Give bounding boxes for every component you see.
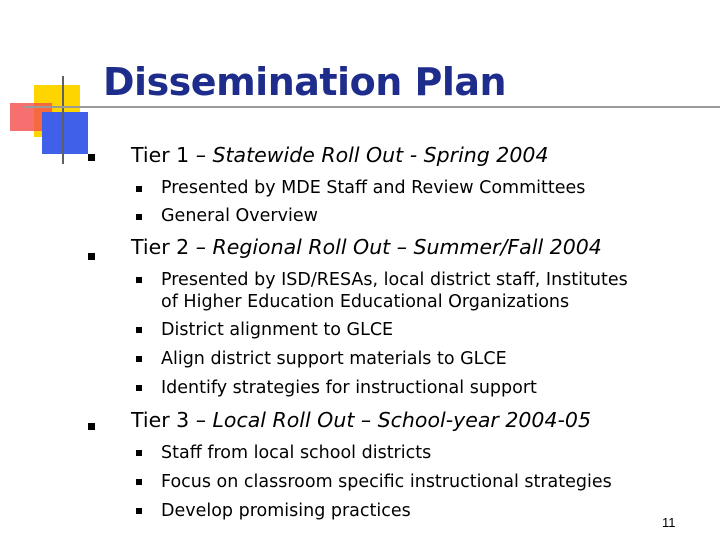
tier-2-item: Align district support materials to GLCE xyxy=(161,349,507,369)
tier-1-title: – Statewide Roll Out - Spring 2004 xyxy=(195,143,549,167)
decor-blue-square xyxy=(42,112,88,154)
tier-2-label: Tier 2 xyxy=(131,235,190,259)
bullet-icon xyxy=(136,385,142,391)
title-underline xyxy=(24,106,720,108)
bullet-icon xyxy=(136,277,142,283)
tier-3-title: – Local Roll Out – School-year 2004-05 xyxy=(195,408,591,432)
bullet-icon xyxy=(136,327,142,333)
bullet-icon xyxy=(136,214,142,220)
tier-2-item-continued: of Higher Education Educational Organizations xyxy=(161,292,570,312)
bullet-icon xyxy=(136,479,142,485)
bullet-icon xyxy=(88,154,95,161)
tier-2-heading xyxy=(131,235,602,259)
tier-1-item: General Overview xyxy=(161,206,318,226)
tier-1-item: Presented by MDE Staff and Review Committees xyxy=(161,178,586,198)
tier-3-item: Focus on classroom specific instructional strategies xyxy=(161,472,612,492)
bullet-icon xyxy=(88,423,95,430)
tier-2-item: Presented by ISD/RESAs, local district staff, Institutes xyxy=(161,270,628,290)
tier-2-item: District alignment to GLCE xyxy=(161,320,394,340)
tier-2-item: Identify strategies for instructional support xyxy=(161,378,537,398)
tier-3-heading xyxy=(131,408,591,432)
tier-1-heading xyxy=(131,143,548,167)
bullet-icon xyxy=(136,186,142,192)
decor-vertical-line xyxy=(62,76,64,164)
tier-1-label: Tier 1 xyxy=(131,143,190,167)
bullet-icon xyxy=(136,450,142,456)
page-number: 11 xyxy=(662,515,676,530)
bullet-icon xyxy=(88,253,95,260)
bullet-icon xyxy=(136,356,142,362)
tier-2-title: – Regional Roll Out – Summer/Fall 2004 xyxy=(195,235,602,259)
tier-3-item: Staff from local school districts xyxy=(161,443,432,463)
bullet-icon xyxy=(136,508,142,514)
slide-title: Dissemination Plan xyxy=(103,60,507,104)
tier-3-label: Tier 3 xyxy=(131,408,190,432)
tier-3-item: Develop promising practices xyxy=(161,501,411,521)
